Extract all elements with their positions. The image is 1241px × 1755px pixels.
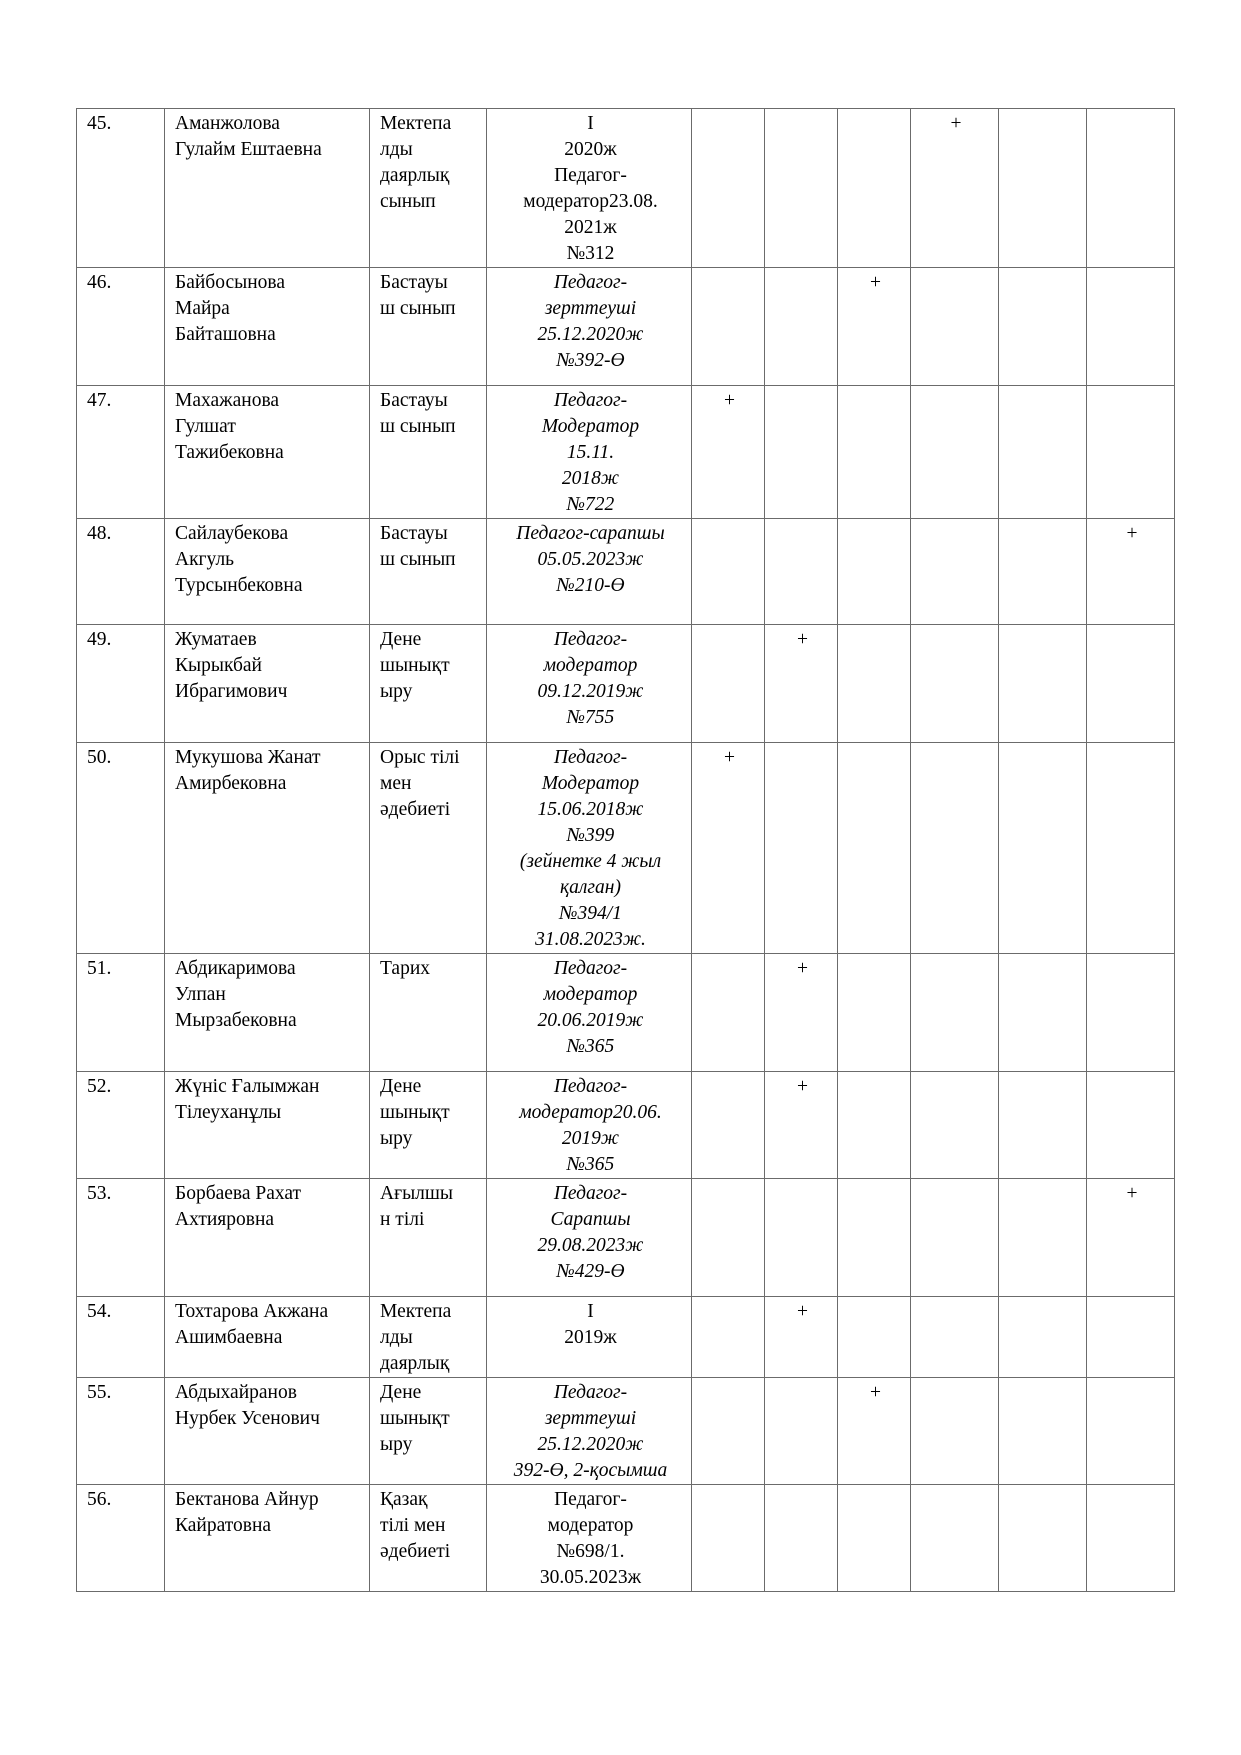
row-number: 55. (77, 1378, 165, 1485)
mark-cell (911, 743, 999, 954)
subject: Бастауы ш сынып (370, 386, 487, 519)
mark-cell (1087, 954, 1175, 1072)
mark-cell: + (911, 109, 999, 268)
subject: Мектепа лды даярлық (370, 1297, 487, 1378)
qualification-category: Педагог- зерттеуші 25.12.2020ж 392-Ө, 2-қосымша (487, 1378, 692, 1485)
row-number: 49. (77, 625, 165, 743)
table-row (77, 386, 1175, 519)
qualification-category: I 2020ж Педагог- модератор23.08. 2021ж №312 (487, 109, 692, 268)
teacher-name: Бектанова Айнур Кайратовна (165, 1485, 370, 1592)
mark-cell (999, 519, 1087, 625)
mark-cell (999, 954, 1087, 1072)
qualification-category: Педагог-сарапшы 05.05.2023ж №210-Ө (487, 519, 692, 625)
table-row (77, 743, 1175, 954)
table-row (77, 109, 1175, 268)
table-row (77, 1072, 1175, 1179)
table-row (77, 519, 1175, 625)
mark-cell (1087, 1485, 1175, 1592)
mark-cell (999, 109, 1087, 268)
teacher-name: Байбосынова Майра Байташовна (165, 268, 370, 386)
mark-cell (999, 625, 1087, 743)
teacher-name: Мукушова Жанат Амирбековна (165, 743, 370, 954)
table-row (77, 1297, 1175, 1378)
row-number: 54. (77, 1297, 165, 1378)
mark-cell (999, 1179, 1087, 1297)
row-number: 51. (77, 954, 165, 1072)
mark-cell (692, 954, 765, 1072)
qualification-category: Педагог- зерттеуші 25.12.2020ж №392-Ө (487, 268, 692, 386)
mark-cell (692, 1297, 765, 1378)
teacher-name: Абдыхайранов Нурбек Усенович (165, 1378, 370, 1485)
row-number: 47. (77, 386, 165, 519)
mark-cell (765, 109, 838, 268)
teachers-table (76, 108, 1175, 1592)
table-row (77, 954, 1175, 1072)
mark-cell (1087, 743, 1175, 954)
subject: Мектепа лды даярлық сынып (370, 109, 487, 268)
teacher-name: Сайлаубекова Акгуль Турсынбековна (165, 519, 370, 625)
table-row (77, 1485, 1175, 1592)
mark-cell (765, 268, 838, 386)
mark-cell (999, 1378, 1087, 1485)
teacher-name: Борбаева Рахат Ахтияровна (165, 1179, 370, 1297)
subject: Бастауы ш сынып (370, 268, 487, 386)
mark-cell (765, 1485, 838, 1592)
table-row (77, 1179, 1175, 1297)
mark-cell (765, 386, 838, 519)
mark-cell (911, 1378, 999, 1485)
mark-cell: + (1087, 1179, 1175, 1297)
mark-cell (999, 1072, 1087, 1179)
mark-cell: + (1087, 519, 1175, 625)
mark-cell (692, 1378, 765, 1485)
table-row (77, 1378, 1175, 1485)
row-number: 45. (77, 109, 165, 268)
mark-cell (692, 268, 765, 386)
mark-cell (838, 1179, 911, 1297)
mark-cell (1087, 1297, 1175, 1378)
subject: Ағылшы н тілі (370, 1179, 487, 1297)
teacher-name: Аманжолова Гулайм Ештаевна (165, 109, 370, 268)
subject: Дене шынықт ыру (370, 1072, 487, 1179)
mark-cell (765, 743, 838, 954)
qualification-category: Педагог- Сарапшы 29.08.2023ж №429-Ө (487, 1179, 692, 1297)
mark-cell (999, 386, 1087, 519)
subject: Дене шынықт ыру (370, 1378, 487, 1485)
teacher-name: Махажанова Гулшат Тажибековна (165, 386, 370, 519)
mark-cell (911, 1485, 999, 1592)
qualification-category: Педагог- Модератор 15.06.2018ж №399 (зейнетке 4 жыл қалган) №394/1 31.08.2023ж. (487, 743, 692, 954)
mark-cell (1087, 1378, 1175, 1485)
mark-cell (838, 743, 911, 954)
mark-cell (692, 519, 765, 625)
mark-cell (692, 1485, 765, 1592)
teacher-name: Жүніс Ғалымжан Тілеуханұлы (165, 1072, 370, 1179)
mark-cell (838, 625, 911, 743)
qualification-category: I 2019ж (487, 1297, 692, 1378)
subject: Дене шынықт ыру (370, 625, 487, 743)
subject: Бастауы ш сынып (370, 519, 487, 625)
qualification-category: Педагог- модератор 09.12.2019ж №755 (487, 625, 692, 743)
table-row (77, 268, 1175, 386)
qualification-category: Педагог- модератор20.06. 2019ж №365 (487, 1072, 692, 1179)
teacher-name: Абдикаримова Улпан Мырзабековна (165, 954, 370, 1072)
mark-cell: + (765, 954, 838, 1072)
mark-cell (692, 1072, 765, 1179)
row-number: 50. (77, 743, 165, 954)
mark-cell (911, 1179, 999, 1297)
mark-cell (999, 743, 1087, 954)
mark-cell (911, 519, 999, 625)
mark-cell (911, 625, 999, 743)
mark-cell (911, 954, 999, 1072)
mark-cell (692, 625, 765, 743)
mark-cell (999, 1485, 1087, 1592)
mark-cell (1087, 1072, 1175, 1179)
mark-cell (838, 1297, 911, 1378)
mark-cell (838, 1485, 911, 1592)
mark-cell (838, 519, 911, 625)
table-row (77, 625, 1175, 743)
row-number: 56. (77, 1485, 165, 1592)
row-number: 53. (77, 1179, 165, 1297)
mark-cell: + (838, 1378, 911, 1485)
table-body (77, 109, 1175, 1592)
mark-cell (911, 1072, 999, 1179)
mark-cell (838, 386, 911, 519)
row-number: 52. (77, 1072, 165, 1179)
mark-cell (765, 519, 838, 625)
row-number: 46. (77, 268, 165, 386)
mark-cell (1087, 109, 1175, 268)
mark-cell: + (765, 625, 838, 743)
teacher-name: Жуматаев Кырыкбай Ибрагимович (165, 625, 370, 743)
mark-cell (1087, 268, 1175, 386)
qualification-category: Педагог- модератор 20.06.2019ж №365 (487, 954, 692, 1072)
mark-cell (765, 1179, 838, 1297)
mark-cell (1087, 625, 1175, 743)
mark-cell (911, 386, 999, 519)
subject: Тарих (370, 954, 487, 1072)
mark-cell (838, 954, 911, 1072)
mark-cell (692, 109, 765, 268)
row-number: 48. (77, 519, 165, 625)
mark-cell: + (838, 268, 911, 386)
subject: Орыс тілі мен әдебиеті (370, 743, 487, 954)
mark-cell (838, 1072, 911, 1179)
mark-cell (692, 1179, 765, 1297)
mark-cell (1087, 386, 1175, 519)
mark-cell: + (765, 1297, 838, 1378)
mark-cell (999, 268, 1087, 386)
mark-cell: + (765, 1072, 838, 1179)
qualification-category: Педагог- модератор №698/1. 30.05.2023ж (487, 1485, 692, 1592)
mark-cell (765, 1378, 838, 1485)
mark-cell: + (692, 743, 765, 954)
mark-cell (838, 109, 911, 268)
mark-cell (911, 268, 999, 386)
teacher-name: Тохтарова Акжана Ашимбаевна (165, 1297, 370, 1378)
mark-cell: + (692, 386, 765, 519)
subject: Қазақ тілі мен әдебиеті (370, 1485, 487, 1592)
qualification-category: Педагог- Модератор 15.11. 2018ж №722 (487, 386, 692, 519)
mark-cell (911, 1297, 999, 1378)
mark-cell (999, 1297, 1087, 1378)
